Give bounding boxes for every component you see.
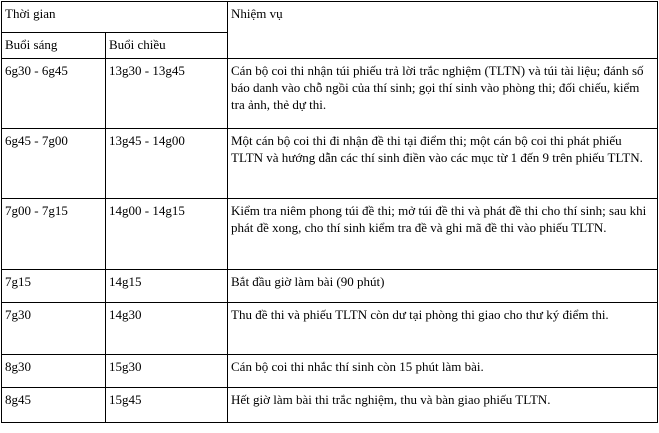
cell-task: Kiểm tra niêm phong túi đề thi; mở túi đề thi và phát đề thi cho thí sinh; sau khi phát đề xong, cho thí sinh kiểm tra đề và ghi mã đề thi vào phiếu TLTN. (228, 199, 658, 270)
cell-task: Hết giờ làm bài thi trắc nghiệm, thu và bàn giao phiếu TLTN. (228, 388, 658, 423)
cell-task: Bắt đầu giờ làm bài (90 phút) (228, 270, 658, 303)
table-row (2, 270, 658, 303)
cell-afternoon: 15g45 (106, 388, 228, 423)
table-row (2, 303, 658, 355)
table-row (2, 388, 658, 423)
cell-task: Một cán bộ coi thi đi nhận đề thi tại điểm thi; một cán bộ coi thi phát phiếu TLTN và hướng dẫn các thí sinh điền vào các mục từ 1 đến 9 trên phiếu TLTN. (228, 129, 658, 199)
cell-task: Cán bộ coi thi nhận túi phiếu trả lời trắc nghiệm (TLTN) và túi tài liệu; đánh số báo danh vào chỗ ngồi của thí sinh; gọi thí sinh vào phòng thi; đối chiếu, kiểm tra ảnh, thẻ dự thi. (228, 59, 658, 129)
table-row (2, 59, 658, 129)
cell-morning: 7g00 - 7g15 (2, 199, 106, 270)
cell-morning: 6g45 - 7g00 (2, 129, 106, 199)
cell-task: Thu đề thi và phiếu TLTN còn dư tại phòng thi giao cho thư ký điểm thi. (228, 303, 658, 355)
header-afternoon: Buổi chiều (106, 33, 228, 59)
cell-afternoon: 14g15 (106, 270, 228, 303)
table-row (2, 129, 658, 199)
header-task: Nhiệm vụ (228, 2, 658, 59)
table-row (2, 199, 658, 270)
cell-afternoon: 14g00 - 14g15 (106, 199, 228, 270)
cell-morning: 6g30 - 6g45 (2, 59, 106, 129)
cell-afternoon: 15g30 (106, 355, 228, 388)
cell-morning: 8g30 (2, 355, 106, 388)
cell-morning: 7g30 (2, 303, 106, 355)
cell-afternoon: 13g45 - 14g00 (106, 129, 228, 199)
table-row (2, 355, 658, 388)
header-time: Thời gian (2, 2, 228, 33)
cell-task: Cán bộ coi thi nhắc thí sinh còn 15 phút làm bài. (228, 355, 658, 388)
cell-afternoon: 13g30 - 13g45 (106, 59, 228, 129)
cell-afternoon: 14g30 (106, 303, 228, 355)
exam-schedule-table (1, 1, 658, 423)
cell-morning: 8g45 (2, 388, 106, 423)
header-morning: Buổi sáng (2, 33, 106, 59)
header-row (2, 2, 658, 33)
cell-morning: 7g15 (2, 270, 106, 303)
